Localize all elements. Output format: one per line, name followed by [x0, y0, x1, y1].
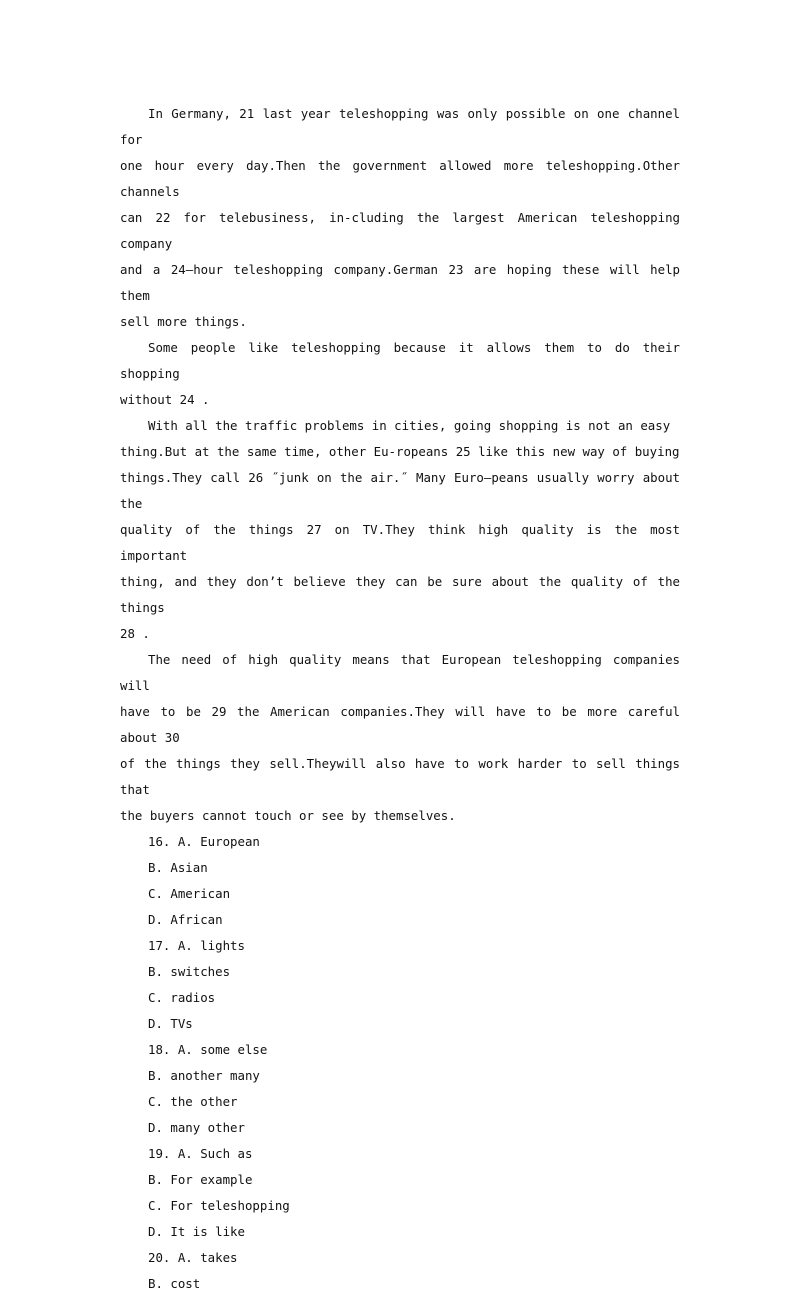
answer-options	[120, 829, 680, 1297]
paragraph-3	[120, 413, 680, 647]
text-line: thing, and they don’t believe they can be sure about the quality of the things	[120, 574, 680, 615]
option-16c: C. American	[148, 886, 231, 901]
paragraph-1	[120, 101, 680, 335]
paragraph-2	[120, 335, 680, 413]
option-20b: B. cost	[148, 1276, 201, 1291]
text-line: The need of high quality means that European teleshopping companies will	[120, 652, 680, 693]
text-line: without 24 .	[120, 392, 210, 407]
option-17a: 17. A. lights	[148, 938, 245, 953]
text-line: things.They call 26 ˝junk on the air.˝ Many Euro—peans usually worry about the	[120, 470, 680, 511]
option-17c: C. radios	[148, 990, 216, 1005]
option-18b: B. another many	[148, 1068, 260, 1083]
option-18a: 18. A. some else	[148, 1042, 268, 1057]
option-19a: 19. A. Such as	[148, 1146, 253, 1161]
text-line: have to be 29 the American companies.They will have to be more careful about 30	[120, 704, 680, 745]
option-19d: D. It is like	[148, 1224, 245, 1239]
text-line: thing.But at the same time, other Eu-ropeans 25 like this new way of buying	[120, 444, 680, 459]
option-16d: D. African	[148, 912, 223, 927]
option-18c: C. the other	[148, 1094, 238, 1109]
text-line: of the things they sell.Theywill also have to work harder to sell things that	[120, 756, 680, 797]
option-18d: D. many other	[148, 1120, 245, 1135]
text-line: 28 .	[120, 626, 150, 641]
option-16a: 16. A. European	[148, 834, 260, 849]
paragraph-4	[120, 647, 680, 829]
option-19b: B. For example	[148, 1172, 253, 1187]
text-line: Some people like teleshopping because it allows them to do their shopping	[120, 340, 680, 381]
text-line: In Germany, 21 last year teleshopping was only possible on one channel for	[120, 106, 680, 147]
text-line: one hour every day.Then the government allowed more teleshopping.Other channels	[120, 158, 680, 199]
option-17b: B. switches	[148, 964, 231, 979]
document-body	[120, 101, 680, 1297]
text-line: and a 24—hour teleshopping company.German 23 are hoping these will help them	[120, 262, 680, 303]
text-line: sell more things.	[120, 314, 247, 329]
text-line: the buyers cannot touch or see by themselves.	[120, 808, 456, 823]
option-17d: D. TVs	[148, 1016, 193, 1031]
text-line: With all the traffic problems in cities, going shopping is not an easy	[148, 418, 671, 433]
option-16b: B. Asian	[148, 860, 208, 875]
text-line: quality of the things 27 on TV.They think high quality is the most important	[120, 522, 680, 563]
option-19c: C. For teleshopping	[148, 1198, 290, 1213]
text-line: can 22 for telebusiness, in-cluding the largest American teleshopping company	[120, 210, 680, 251]
option-20a: 20. A. takes	[148, 1250, 238, 1265]
